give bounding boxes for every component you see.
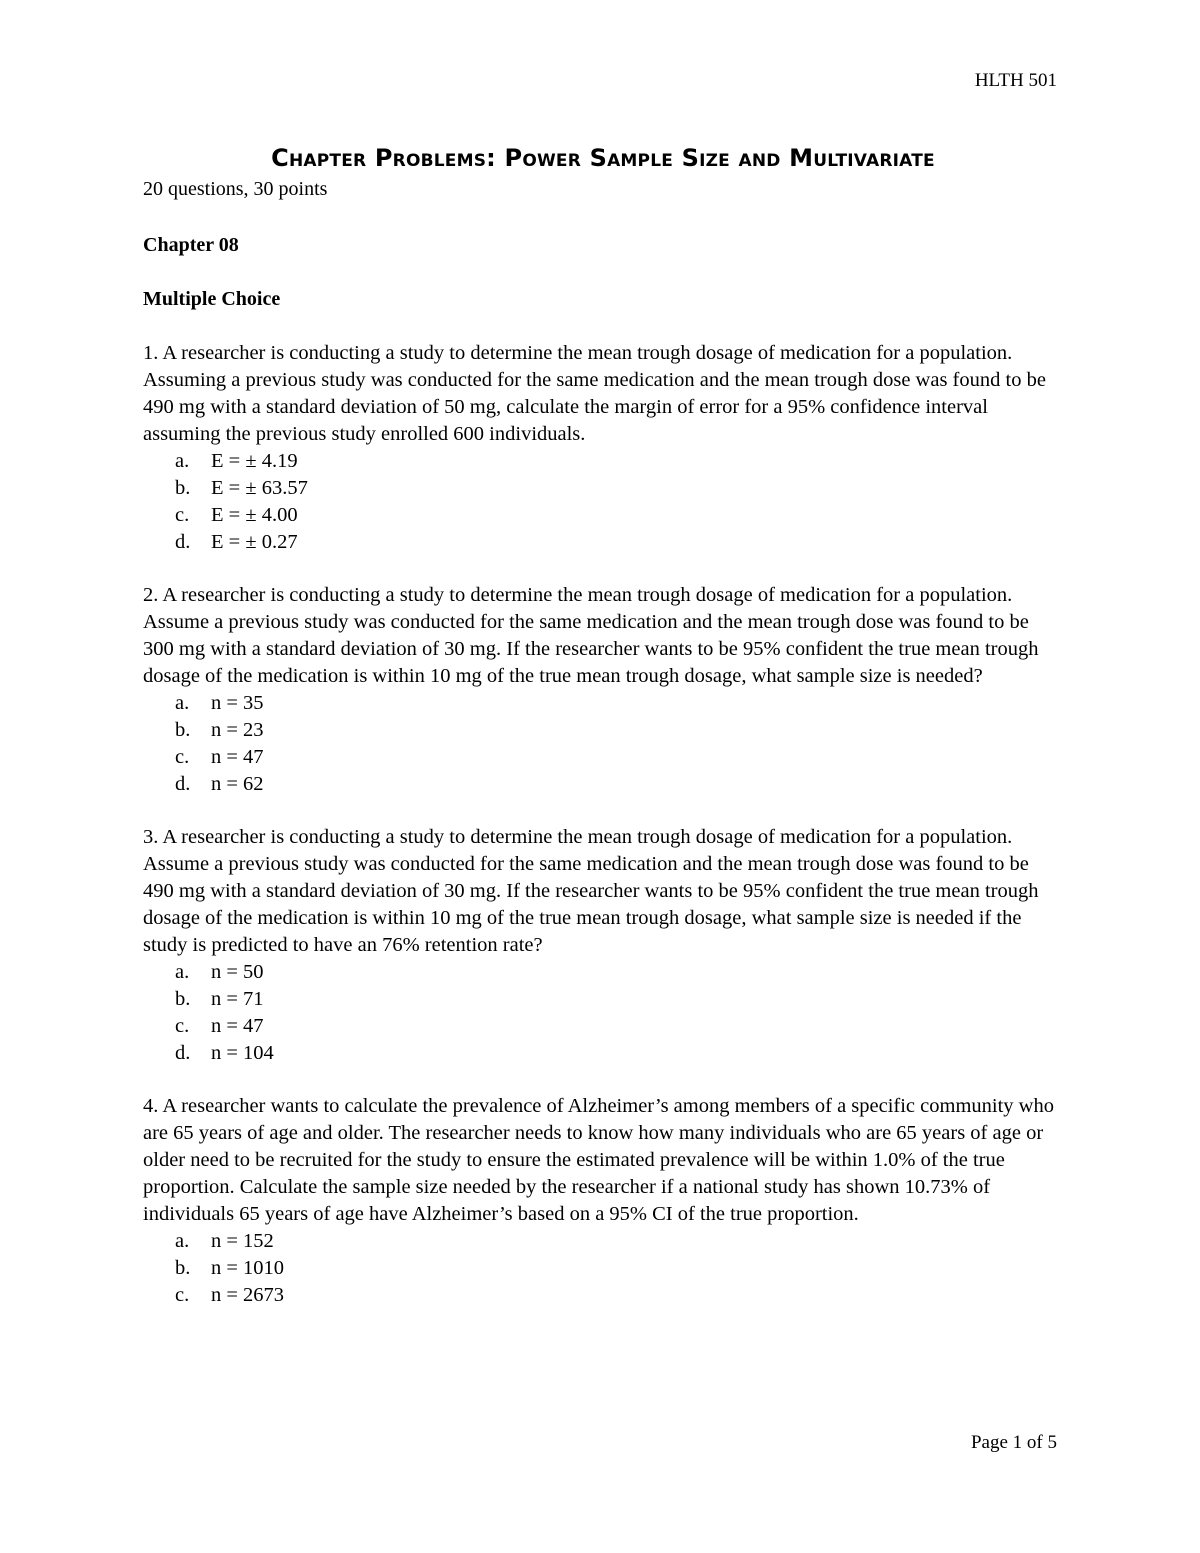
question-2: [143, 582, 1063, 798]
option-letter: c.: [175, 504, 190, 526]
option-text: E = ± 63.57: [211, 477, 308, 499]
answer-option: [143, 1040, 1063, 1067]
answer-option: [143, 1228, 1063, 1255]
option-letter: b.: [175, 988, 191, 1010]
answer-options: [143, 690, 1063, 798]
option-text: E = ± 0.27: [211, 531, 298, 553]
answer-option: [143, 502, 1063, 529]
option-text: n = 152: [211, 1230, 274, 1252]
option-text: n = 50: [211, 961, 264, 983]
option-letter: c.: [175, 746, 190, 768]
section-heading: Multiple Choice: [143, 288, 281, 310]
document-title: Chapter Problems: Power Sample Size and Multivariate: [271, 144, 935, 172]
option-letter: a.: [175, 1230, 190, 1252]
document-subtitle: 20 questions, 30 points: [143, 178, 328, 200]
option-letter: b.: [175, 477, 191, 499]
option-letter: a.: [175, 961, 190, 983]
option-letter: c.: [175, 1284, 190, 1306]
question-3: [143, 824, 1063, 1067]
question-text: 3. A researcher is conducting a study to determine the mean trough dosage of medication for a population. Assume a previous study was conducted for the same medication and the mean trough dose was found to be 490 mg with a standard deviation of 30 mg. If the researcher wants to be 95% confident the true mean trough dosage of the medication is within 10 mg of the true mean trough dosage, what sample size is needed if the study is predicted to have an 76% retention rate?: [143, 826, 1039, 956]
question-text: 1. A researcher is conducting a study to determine the mean trough dosage of medication for a population. Assuming a previous study was conducted for the same medication and the mean trough dose was found to be 490 mg with a standard deviation of 50 mg, calculate the margin of error for a 95% confidence interval assuming the previous study enrolled 600 individuals.: [143, 342, 1046, 445]
option-text: n = 2673: [211, 1284, 285, 1306]
option-text: n = 35: [211, 692, 264, 714]
option-text: n = 1010: [211, 1257, 285, 1279]
answer-option: [143, 986, 1063, 1013]
answer-options: [143, 1228, 1063, 1309]
answer-option: [143, 448, 1063, 475]
option-letter: c.: [175, 1015, 190, 1037]
answer-option: [143, 1013, 1063, 1040]
option-letter: d.: [175, 531, 191, 553]
question-4: [143, 1093, 1063, 1309]
answer-option: [143, 1255, 1063, 1282]
question-1: [143, 340, 1063, 556]
answer-option: [143, 690, 1063, 717]
option-text: E = ± 4.00: [211, 504, 298, 526]
page-number-footer: Page 1 of 5: [970, 1432, 1057, 1453]
option-text: n = 71: [211, 988, 264, 1010]
answer-option: [143, 744, 1063, 771]
chapter-heading: Chapter 08: [143, 234, 239, 256]
answer-option: [143, 1282, 1063, 1309]
option-letter: b.: [175, 1257, 191, 1279]
option-letter: a.: [175, 450, 190, 472]
answer-option: [143, 771, 1063, 798]
question-text: 2. A researcher is conducting a study to determine the mean trough dosage of medication for a population. Assume a previous study was conducted for the same medication and the mean trough dose was found to be 300 mg with a standard deviation of 30 mg. If the researcher wants to be 95% confident the true mean trough dosage of the medication is within 10 mg of the true mean trough dosage, what sample size is needed?: [143, 584, 1039, 687]
answer-options: [143, 448, 1063, 556]
document-body: [143, 140, 1063, 1309]
option-text: n = 47: [211, 746, 264, 768]
answer-option: [143, 959, 1063, 986]
answer-options: [143, 959, 1063, 1067]
option-letter: a.: [175, 692, 190, 714]
course-code-header: HLTH 501: [974, 70, 1057, 91]
answer-option: [143, 717, 1063, 744]
option-letter: b.: [175, 719, 191, 741]
answer-option: [143, 529, 1063, 556]
answer-option: [143, 475, 1063, 502]
option-letter: d.: [175, 773, 191, 795]
option-text: n = 62: [211, 773, 264, 795]
option-text: n = 47: [211, 1015, 264, 1037]
option-text: n = 104: [211, 1042, 274, 1064]
question-text: 4. A researcher wants to calculate the prevalence of Alzheimer’s among members of a specific community who are 65 years of age and older. The researcher needs to know how many individuals who are 65 years of age or older need to be recruited for the study to ensure the estimated prevalence will be within 1.0% of the true proportion. Calculate the sample size needed by the researcher if a national study has shown 10.73% of individuals 65 years of age have Alzheimer’s based on a 95% CI of the true proportion.: [143, 1095, 1054, 1225]
option-letter: d.: [175, 1042, 191, 1064]
option-text: E = ± 4.19: [211, 450, 298, 472]
option-text: n = 23: [211, 719, 264, 741]
